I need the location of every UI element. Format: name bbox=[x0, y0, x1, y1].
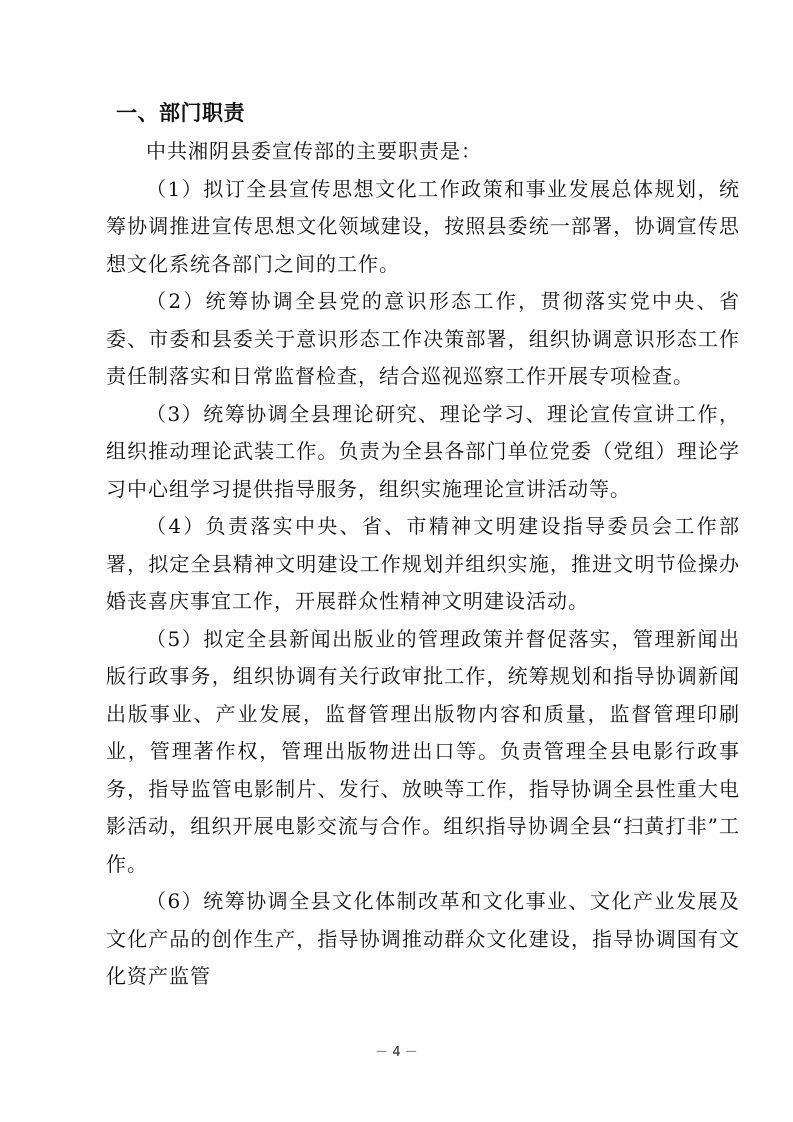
duty-item-1: （1）拟订全县宣传思想文化工作政策和事业发展总体规划，统筹协调推进宣传思想文化领域建设，按照县委统一部署，协调宣传思想文化系统各部门之间的工作。 bbox=[106, 176, 740, 276]
page-number: － 4 － bbox=[375, 1045, 418, 1060]
duty-item-5: （5）拟定全县新闻出版业的管理政策并督促落实，管理新闻出版行政事务，组织协调有关行政审批工作，统筹规划和指导协调新闻出版事业、产业发展，监督管理出版物内容和质量，监督管理印刷业，管理著作权，管理出版物进出口等。负责管理全县电影行政事务，指导监管电影制片、发行、放映等工作，指导协调全县性重大电影活动，组织开展电影交流与合作。组织指导协调全县“扫黄打非”工作。 bbox=[106, 626, 740, 876]
section-heading: 一、部门职责 bbox=[116, 101, 245, 125]
duty-item-6: （6）统筹协调全县文化体制改革和文化事业、文化产业发展及文化产品的创作生产，指导协调推动群众文化建设，指导协调国有文化资产监管 bbox=[106, 889, 740, 988]
duty-item-4: （4）负责落实中央、省、市精神文明建设指导委员会工作部署，拟定全县精神文明建设工作规划并组织实施，推进文明节俭操办婚丧喜庆事宜工作，开展群众性精神文明建设活动。 bbox=[106, 514, 740, 613]
document-body bbox=[106, 93, 740, 996]
duty-item-2: （2）统筹协调全县党的意识形态工作，贯彻落实党中央、省委、市委和县委关于意识形态工作决策部署，组织协调意识形态工作责任制落实和日常监督检查，结合巡视巡察工作开展专项检查。 bbox=[106, 289, 740, 388]
intro-paragraph: 中共湘阴县委宣传部的主要职责是： bbox=[146, 139, 482, 163]
duty-item-3: （3）统筹协调全县理论研究、理论学习、理论宣传宣讲工作，组织推动理论武装工作。负责为全县各部门单位党委（党组）理论学习中心组学习提供指导服务，组织实施理论宣讲活动等。 bbox=[106, 401, 740, 501]
